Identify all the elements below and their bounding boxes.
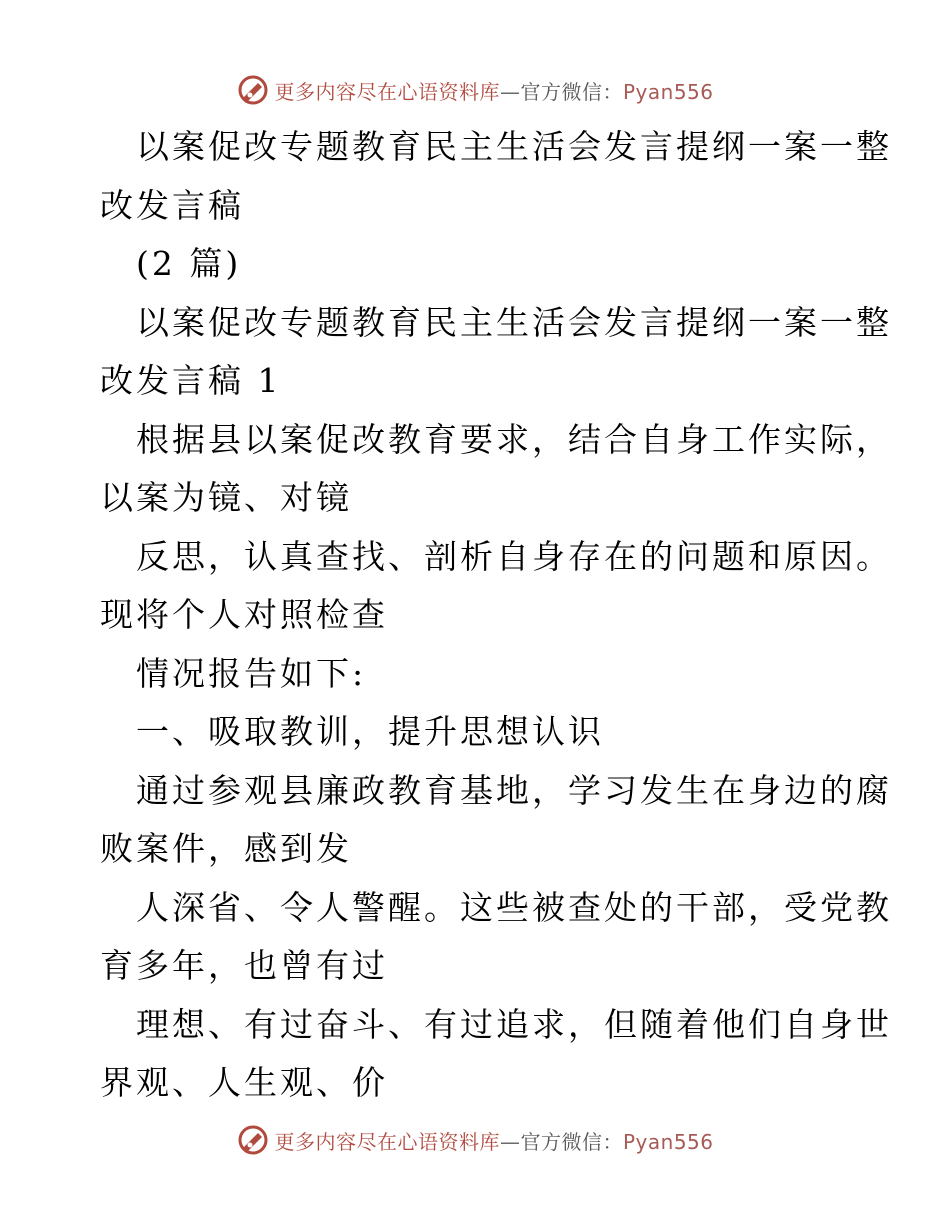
paragraph-line: 现将个人对照检查 xyxy=(100,595,388,634)
header-watermark-banner xyxy=(0,72,950,108)
banner-wechat-id: Pyan556 xyxy=(622,1129,714,1154)
paragraph-line: 人深省、令人警醒。这些被查处的干部，受党教 xyxy=(136,887,892,927)
subtitle-line-2: 改发言稿 1 xyxy=(100,361,282,400)
paragraph-line: 界观、人生观、价 xyxy=(100,1063,388,1102)
paragraph-line: 以案为镜、对镜 xyxy=(100,478,352,517)
paragraph-line: 育多年，也曾有过 xyxy=(100,946,388,985)
section-heading: 一、吸取教训，提升思想认识 xyxy=(136,712,604,751)
title-count: (2 篇) xyxy=(136,244,242,283)
pen-nib-logo-icon xyxy=(236,73,270,107)
banner-separator: — xyxy=(499,1129,521,1154)
paragraph-line: 理想、有过奋斗、有过追求，但随着他们自身世 xyxy=(136,1004,892,1044)
subtitle-line-1: 以案促改专题教育民主生活会发言提纲一案一整 xyxy=(136,302,892,342)
banner-wechat-label: 官方微信： xyxy=(520,79,623,104)
title-line-2: 改发言稿 xyxy=(100,185,244,225)
paragraph-line: 根据县以案促改教育要求，结合自身工作实际， xyxy=(136,419,892,459)
banner-text xyxy=(274,1126,713,1155)
banner-separator: — xyxy=(499,79,521,104)
banner-site-text: 更多内容尽在心语资料库 xyxy=(274,79,500,104)
banner-text xyxy=(274,76,713,105)
paragraph-line: 情况报告如下: xyxy=(136,653,367,693)
paragraph-line: 反思，认真查找、剖析自身存在的问题和原因。 xyxy=(136,536,892,576)
banner-site-text: 更多内容尽在心语资料库 xyxy=(274,1129,500,1154)
footer-watermark-banner xyxy=(0,1122,950,1158)
banner-wechat-label: 官方微信： xyxy=(520,1129,623,1154)
banner-wechat-id: Pyan556 xyxy=(622,79,714,104)
paragraph-line: 通过参观县廉政教育基地，学习发生在身边的腐 xyxy=(136,770,892,810)
paragraph-line: 败案件，感到发 xyxy=(100,829,352,868)
document-body xyxy=(100,118,892,1113)
title-line-1: 以案促改专题教育民主生活会发言提纲一案一整 xyxy=(136,127,892,166)
pen-nib-logo-icon xyxy=(236,1123,270,1157)
